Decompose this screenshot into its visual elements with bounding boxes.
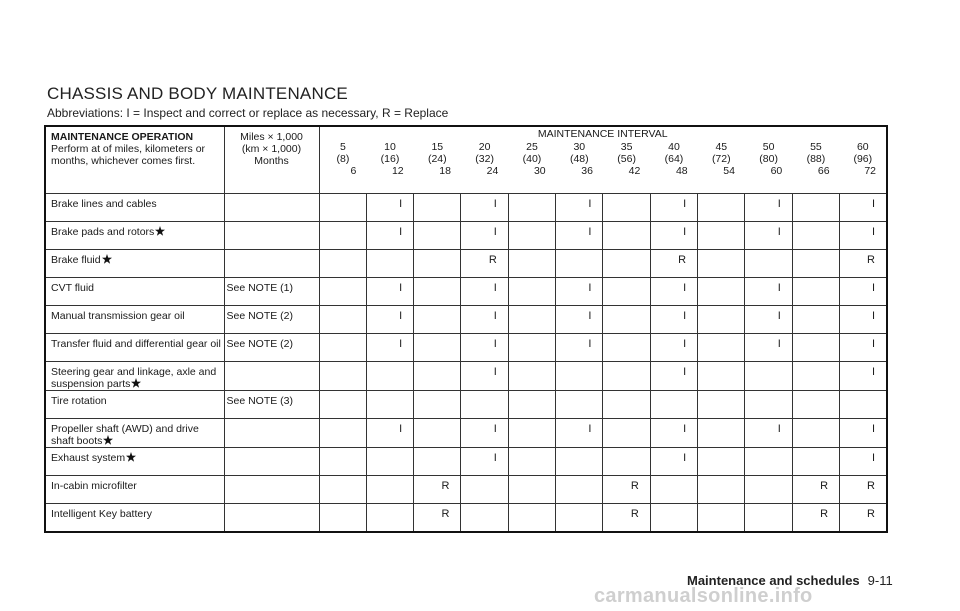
interval-miles: 50 — [762, 141, 775, 153]
interval-cell — [698, 333, 745, 361]
header-row — [45, 126, 887, 140]
operation-cell — [45, 475, 224, 503]
interval-cell: I — [840, 221, 887, 249]
interval-cell: I — [366, 418, 413, 447]
interval-cell: R — [603, 503, 650, 532]
interval-cell — [556, 503, 603, 532]
interval-cell: I — [650, 361, 697, 390]
interval-miles: 15 — [431, 141, 444, 153]
interval-cell — [366, 475, 413, 503]
interval-cell: R — [792, 503, 839, 532]
interval-cell — [603, 390, 650, 418]
interval-months: 72 — [864, 165, 876, 177]
interval-cell: I — [461, 193, 508, 221]
interval-cell — [319, 221, 366, 249]
miles-header: Miles × 1,000 (km × 1,000) Months — [224, 126, 319, 193]
interval-km: (48) — [569, 153, 589, 165]
interval-months: 48 — [675, 165, 688, 177]
interval-km: (16) — [380, 153, 400, 165]
interval-cell: I — [840, 447, 887, 475]
interval-cell — [319, 249, 366, 277]
interval-months: 66 — [817, 165, 830, 177]
table-row — [45, 361, 887, 390]
interval-cell — [792, 277, 839, 305]
interval-cell — [319, 361, 366, 390]
interval-cell: R — [840, 503, 887, 532]
interval-cell: I — [745, 305, 792, 333]
interval-cell — [698, 249, 745, 277]
interval-cell — [698, 475, 745, 503]
interval-cell: I — [556, 193, 603, 221]
interval-cell: R — [414, 503, 461, 532]
interval-cell — [366, 503, 413, 532]
interval-cell — [508, 447, 555, 475]
interval-cell — [414, 390, 461, 418]
interval-cell — [650, 503, 697, 532]
star-icon — [103, 435, 113, 445]
interval-cell — [508, 418, 555, 447]
maintenance-interval-header: MAINTENANCE INTERVAL — [319, 126, 887, 140]
interval-cell — [745, 475, 792, 503]
interval-cell: I — [556, 418, 603, 447]
interval-cell — [603, 277, 650, 305]
interval-cell — [603, 333, 650, 361]
section-name: Maintenance and schedules — [687, 573, 860, 588]
interval-cell — [698, 503, 745, 532]
interval-cell: I — [366, 193, 413, 221]
operation-cell — [45, 249, 224, 277]
interval-months: 42 — [628, 165, 641, 177]
operation-cell — [45, 221, 224, 249]
operation-cell — [45, 305, 224, 333]
interval-months: 18 — [439, 165, 451, 177]
interval-cell — [508, 277, 555, 305]
interval-cell: I — [556, 333, 603, 361]
operation-cell — [45, 333, 224, 361]
interval-miles: 30 — [573, 141, 586, 153]
interval-km: (72) — [711, 153, 731, 165]
interval-cell — [508, 475, 555, 503]
interval-cell: I — [745, 333, 792, 361]
operation-cell — [45, 361, 224, 390]
interval-cell — [366, 361, 413, 390]
note-cell — [224, 193, 319, 221]
abbreviations-note: Abbreviations: I = Inspect and correct or replace as necessary, R = Replace — [47, 106, 449, 120]
interval-cell: I — [650, 447, 697, 475]
interval-miles: 45 — [715, 141, 728, 153]
interval-miles: 20 — [478, 141, 491, 153]
interval-km: (64) — [664, 153, 684, 165]
interval-cell: R — [840, 475, 887, 503]
interval-miles: 60 — [856, 141, 869, 153]
interval-cell: I — [840, 193, 887, 221]
interval-cell: I — [461, 361, 508, 390]
table-row — [45, 249, 887, 277]
interval-cell — [792, 333, 839, 361]
interval-cell: I — [650, 333, 697, 361]
interval-cell — [745, 361, 792, 390]
interval-cell — [508, 361, 555, 390]
interval-cell — [366, 249, 413, 277]
interval-cell — [319, 418, 366, 447]
interval-cell — [698, 277, 745, 305]
interval-cell: I — [461, 277, 508, 305]
operation-cell — [45, 277, 224, 305]
interval-cell: I — [461, 333, 508, 361]
interval-cell — [414, 221, 461, 249]
interval-cell: I — [461, 305, 508, 333]
note-cell — [224, 361, 319, 390]
note-cell: See NOTE (2) — [224, 333, 319, 361]
interval-cell: I — [366, 305, 413, 333]
interval-cell — [366, 390, 413, 418]
interval-months: 12 — [391, 165, 404, 177]
interval-cell: R — [650, 249, 697, 277]
operation-label: Propeller shaft (AWD) and drive shaft boots — [51, 422, 199, 447]
interval-cell: I — [745, 193, 792, 221]
interval-cell — [745, 390, 792, 418]
interval-cell: I — [461, 221, 508, 249]
interval-months: 24 — [486, 165, 499, 177]
operation-cell — [45, 390, 224, 418]
interval-9 — [698, 140, 745, 193]
interval-cell: I — [556, 305, 603, 333]
operation-label: Tire rotation — [51, 394, 107, 407]
interval-cell — [603, 221, 650, 249]
interval-cell — [650, 390, 697, 418]
interval-cell — [414, 193, 461, 221]
operation-label: Intelligent Key battery — [51, 507, 152, 520]
table-row — [45, 475, 887, 503]
interval-1 — [319, 140, 366, 193]
note-cell — [224, 447, 319, 475]
operation-label: Brake fluid — [51, 253, 101, 266]
interval-cell — [745, 503, 792, 532]
interval-cell: I — [745, 221, 792, 249]
interval-cell: I — [650, 305, 697, 333]
interval-cell — [698, 305, 745, 333]
interval-cell — [698, 447, 745, 475]
note-cell: See NOTE (3) — [224, 390, 319, 418]
interval-cell — [556, 447, 603, 475]
operation-header: MAINTENANCE OPERATION Perform at of miles, kilometers or months, whichever comes first. — [45, 126, 224, 193]
star-icon — [131, 378, 141, 388]
star-icon — [126, 452, 136, 462]
interval-cell — [745, 447, 792, 475]
interval-cell — [508, 390, 555, 418]
interval-cell: R — [792, 475, 839, 503]
interval-cell: I — [745, 277, 792, 305]
interval-cell — [319, 475, 366, 503]
interval-cell: R — [461, 249, 508, 277]
note-cell — [224, 221, 319, 249]
interval-km: (88) — [806, 153, 826, 165]
interval-cell — [319, 305, 366, 333]
interval-cell: I — [745, 418, 792, 447]
interval-cell — [792, 390, 839, 418]
interval-4 — [461, 140, 508, 193]
operation-cell — [45, 447, 224, 475]
operation-label: Exhaust system — [51, 451, 126, 464]
table-row — [45, 503, 887, 532]
interval-cell — [603, 249, 650, 277]
interval-cell — [650, 475, 697, 503]
interval-2 — [366, 140, 413, 193]
table-row — [45, 277, 887, 305]
interval-cell — [508, 305, 555, 333]
operation-cell — [45, 418, 224, 447]
operation-cell — [45, 193, 224, 221]
interval-cell: I — [650, 221, 697, 249]
interval-miles: 35 — [620, 141, 633, 153]
interval-cell — [319, 503, 366, 532]
operation-label: Transfer fluid and differential gear oil — [51, 337, 221, 350]
interval-10 — [745, 140, 792, 193]
interval-cell — [556, 475, 603, 503]
operation-label: CVT fluid — [51, 281, 94, 294]
page-title: CHASSIS AND BODY MAINTENANCE — [47, 84, 348, 103]
interval-cell — [414, 361, 461, 390]
interval-cell — [414, 305, 461, 333]
note-cell — [224, 418, 319, 447]
table-row — [45, 390, 887, 418]
interval-cell: I — [840, 305, 887, 333]
watermark-logo: carmanualsonline.info — [594, 585, 813, 607]
interval-cell — [508, 221, 555, 249]
interval-6 — [556, 140, 603, 193]
interval-miles: 25 — [526, 141, 538, 153]
interval-months: 6 — [350, 165, 357, 177]
interval-km: (80) — [759, 153, 778, 165]
interval-cell — [556, 361, 603, 390]
star-icon — [155, 226, 165, 236]
interval-11 — [792, 140, 839, 193]
operation-cell — [45, 503, 224, 532]
interval-cell — [792, 249, 839, 277]
interval-cell — [461, 503, 508, 532]
interval-cell: I — [366, 333, 413, 361]
interval-cell — [319, 447, 366, 475]
interval-cell — [319, 333, 366, 361]
interval-cell — [556, 390, 603, 418]
interval-cell — [414, 277, 461, 305]
interval-cell — [698, 221, 745, 249]
interval-cell: I — [556, 277, 603, 305]
operation-label: Brake pads and rotors — [51, 225, 155, 238]
interval-cell — [319, 193, 366, 221]
interval-km: (32) — [475, 153, 494, 165]
note-cell — [224, 249, 319, 277]
note-cell: See NOTE (2) — [224, 305, 319, 333]
interval-km: (8) — [336, 153, 350, 165]
interval-cell: I — [556, 221, 603, 249]
interval-cell: I — [840, 333, 887, 361]
interval-km: (24) — [427, 153, 447, 165]
operation-label: Steering gear and linkage, axle and suspension parts — [51, 365, 217, 390]
interval-cell: I — [461, 447, 508, 475]
interval-km: (40) — [522, 153, 542, 165]
interval-cell — [556, 249, 603, 277]
interval-cell: I — [461, 418, 508, 447]
interval-cell: I — [650, 193, 697, 221]
interval-cell — [508, 193, 555, 221]
interval-cell — [792, 305, 839, 333]
interval-cell: I — [840, 361, 887, 390]
interval-cell: I — [366, 277, 413, 305]
interval-cell — [366, 447, 413, 475]
interval-miles: 55 — [810, 141, 822, 153]
interval-cell — [792, 447, 839, 475]
table-row — [45, 193, 887, 221]
interval-cell — [603, 418, 650, 447]
operation-label: Brake lines and cables — [51, 197, 157, 210]
interval-cell — [319, 277, 366, 305]
interval-cell — [745, 249, 792, 277]
interval-cell: R — [603, 475, 650, 503]
interval-cell — [603, 305, 650, 333]
interval-cell — [698, 418, 745, 447]
interval-cell: R — [840, 249, 887, 277]
interval-cell: I — [840, 277, 887, 305]
interval-cell — [698, 193, 745, 221]
interval-cell — [461, 390, 508, 418]
interval-cell — [792, 361, 839, 390]
interval-km: (96) — [853, 153, 873, 165]
table-row — [45, 221, 887, 249]
interval-miles: 10 — [384, 141, 396, 153]
interval-8 — [650, 140, 697, 193]
interval-months: 36 — [581, 165, 593, 177]
table-row — [45, 333, 887, 361]
table-row — [45, 447, 887, 475]
interval-cell: R — [414, 475, 461, 503]
interval-km: (56) — [617, 153, 636, 165]
operation-label: In-cabin microfilter — [51, 479, 137, 492]
interval-cell — [508, 503, 555, 532]
note-cell — [224, 503, 319, 532]
interval-cell — [603, 361, 650, 390]
operation-label: Manual transmission gear oil — [51, 309, 185, 322]
interval-cell — [698, 390, 745, 418]
interval-3 — [414, 140, 461, 193]
interval-5 — [508, 140, 555, 193]
interval-cell — [603, 193, 650, 221]
maintenance-table — [44, 125, 888, 533]
interval-miles: 5 — [339, 141, 346, 153]
interval-cell — [414, 249, 461, 277]
interval-months: 54 — [723, 165, 735, 177]
table-row — [45, 418, 887, 447]
interval-cell — [461, 475, 508, 503]
table-row — [45, 305, 887, 333]
interval-cell — [603, 447, 650, 475]
interval-cell: I — [650, 418, 697, 447]
interval-cell: I — [650, 277, 697, 305]
note-cell — [224, 475, 319, 503]
star-icon — [102, 254, 112, 264]
interval-cell — [319, 390, 366, 418]
interval-cell — [414, 447, 461, 475]
interval-miles: 40 — [668, 141, 680, 153]
interval-cell — [840, 390, 887, 418]
interval-cell — [792, 418, 839, 447]
page-number: 9-11 — [867, 573, 893, 588]
interval-months: 30 — [533, 165, 546, 177]
interval-cell — [508, 333, 555, 361]
interval-cell — [414, 333, 461, 361]
interval-cell: I — [366, 221, 413, 249]
interval-cell: I — [840, 418, 887, 447]
note-cell: See NOTE (1) — [224, 277, 319, 305]
interval-12 — [840, 140, 887, 193]
interval-7 — [603, 140, 650, 193]
interval-cell — [508, 249, 555, 277]
interval-months: 60 — [770, 165, 783, 177]
interval-cell — [792, 221, 839, 249]
interval-cell — [792, 193, 839, 221]
interval-cell — [414, 418, 461, 447]
interval-cell — [698, 361, 745, 390]
